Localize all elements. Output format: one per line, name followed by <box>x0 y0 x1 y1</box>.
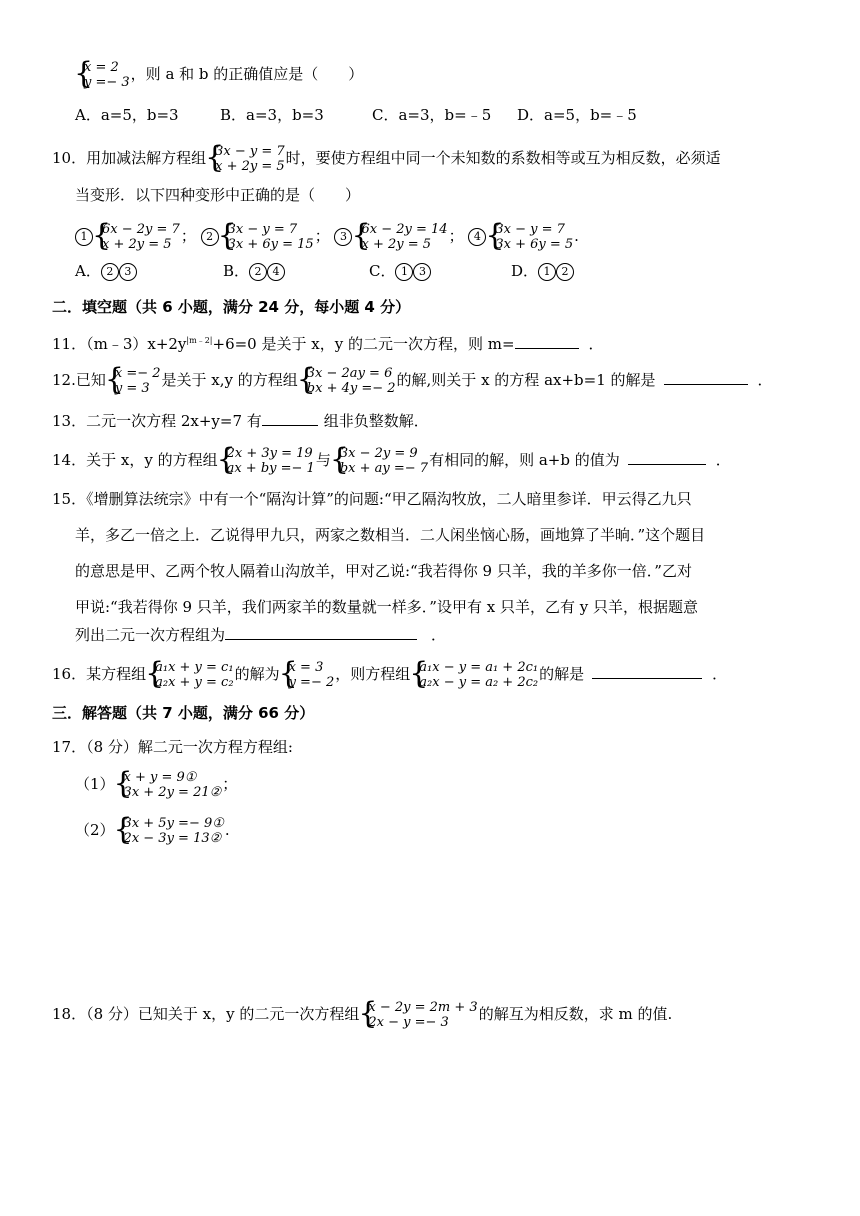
q10-choice-2-system: { 3x − y = 7 3x + 6y = 15 <box>220 222 314 252</box>
q9-option-c: C．a=3，b=﹣5 <box>372 106 492 124</box>
q10-option-d: D． 1 2 <box>511 260 574 282</box>
circled-number-icon: 2 <box>556 263 574 281</box>
q9-option-a: A．a=5，b=3 <box>75 106 179 124</box>
answer-blank[interactable] <box>515 334 579 349</box>
q10-post: 时，要使方程组中同一个未知数的系数相等或互为相反数，必须适 <box>285 149 721 167</box>
section-2-heading: 二．填空题（共 6 小题，满分 24 分，每小题 4 分） <box>52 298 411 316</box>
q15-line-2: 羊，多乙一倍之上．乙说得甲九只，两家之数相当．二人闲坐恼心肠，画地算了半晌．”这个题目 <box>75 526 706 544</box>
circled-number-icon: 4 <box>468 228 486 246</box>
q9-option-d: D．a=5，b=﹣5 <box>517 106 637 124</box>
q10-option-b: B． 2 4 <box>223 260 369 282</box>
q14: 14．关于 x，y 的方程组 { 2x + 3y = 19 ax + by =− 1 与 { 3x − 2y = 9 bx + ay =− 7 有相同的解，则 a+b 的值为 ． <box>52 446 731 476</box>
q14-number: 14． <box>52 451 87 469</box>
q13: 13．二元一次方程 2x+y=7 有 组非负整数解． <box>52 412 429 430</box>
q12-system-2: { 3x − 2ay = 6 bx + 4y =− 2 <box>299 366 396 396</box>
q10-line2: 当变形．以下四种变形中正确的是（ ） <box>75 186 361 204</box>
q10-choices: 1 { 6x − 2y = 7 x + 2y = 5 ； 2 { 3x − y = 7 3x + 6y = 15 ； 3 { 6x − 2y = 14 x + 2y = 5 ； 4 { 3x − y = 7 3x + 6y = 5 . <box>75 222 579 252</box>
circled-number-icon: 4 <box>267 263 285 281</box>
q15-line-3: 的意思是甲、乙两个牧人隔着山沟放羊，甲对乙说:“我若得你 9 只羊，我的羊多你一倍．”乙对 <box>75 562 692 580</box>
q16-system-3: { a₁x − y = a₁ + 2c₁ a₂x − y = a₂ + 2c₂ <box>411 660 538 690</box>
q9-system: { x = 2 y =− 3 <box>76 60 130 90</box>
q9-text: ，则 a 和 b 的正确值应是（ ） <box>130 65 364 83</box>
circled-number-icon: 3 <box>119 263 137 281</box>
q16-system-1: { a₁x + y = c₁ a₂x + y = c₂ <box>147 660 233 690</box>
circled-number-icon: 1 <box>75 228 93 246</box>
q17: 17．（8 分）解二元一次方程方程组: <box>52 738 293 756</box>
q10-pre: 用加减法解方程组 <box>86 149 207 167</box>
q18-number: 18． <box>52 1005 87 1023</box>
q10-options <box>75 260 574 282</box>
circled-number-icon: 2 <box>101 263 119 281</box>
q17-part-2: （2） { 3x + 5y =− 9① 2x − 3y = 13② . <box>75 816 230 846</box>
q18-system: { x − 2y = 2m + 3 2x − y =− 3 <box>360 1000 477 1030</box>
q10-choice-3-system: { 6x − 2y = 14 x + 2y = 5 <box>353 222 447 252</box>
q10-option-a: A． 2 3 <box>75 260 223 282</box>
q12: 12.已知 { x =− 2 y = 3 是关于 x,y 的方程组 { 3x − 2ay = 6 bx + 4y =− 2 的解,则关于 x 的方程 ax+b=1 的解是 ． <box>52 366 773 396</box>
q15-line-1: 15．《增删算法统宗》中有一个“隔沟计算”的问题:“甲乙隔沟牧放，二人暗里参详．甲云得乙九只 <box>52 490 692 508</box>
circled-number-icon: 1 <box>395 263 413 281</box>
q12-number: 12. <box>52 371 76 389</box>
q11-number: 11． <box>52 335 87 353</box>
q17-number: 17． <box>52 738 87 756</box>
answer-blank[interactable] <box>262 411 318 426</box>
q10-choice-1-system: { 6x − 2y = 7 x + 2y = 5 <box>94 222 180 252</box>
q18: 18．（8 分）已知关于 x，y 的二元一次方程组 { x − 2y = 2m + 3 2x − y =− 3 的解互为相反数，求 m 的值. <box>52 1000 672 1030</box>
q14-system-1: { 2x + 3y = 19 ax + by =− 1 <box>219 446 315 476</box>
q10-stem <box>52 144 721 174</box>
q10-system: { 3x − y = 7 x + 2y = 5 <box>207 144 285 174</box>
answer-blank[interactable] <box>225 625 417 640</box>
q14-system-2: { 3x − 2y = 9 bx + ay =− 7 <box>332 446 428 476</box>
answer-blank[interactable] <box>664 370 748 385</box>
q16: 16．某方程组 { a₁x + y = c₁ a₂x + y = c₂ 的解为 { x = 3 y =− 2 ，则方程组 { a₁x − y = a₁ + 2c₁ a₂x − y = a₂ + 2c₂ 的解是 ． <box>52 660 727 690</box>
circled-number-icon: 2 <box>249 263 267 281</box>
q12-system-1: { x =− 2 y = 3 <box>107 366 161 396</box>
q16-system-2: { x = 3 y =− 2 <box>281 660 335 690</box>
q15-line-4: 甲说:“我若得你 9 只羊，我们两家羊的数量就一样多．”设甲有 x 只羊，乙有 y 只羊，根据题意 <box>75 598 698 616</box>
section-3-heading: 三．解答题（共 7 小题，满分 66 分） <box>52 704 315 722</box>
circled-number-icon: 3 <box>334 228 352 246</box>
q13-number: 13． <box>52 412 87 430</box>
q15-number: 15． <box>52 490 87 508</box>
q17-part-2-system: { 3x + 5y =− 9① 2x − 3y = 13② <box>116 816 224 846</box>
q15-line-5: 列出二元一次方程组为 ． <box>75 626 447 644</box>
q9-options <box>75 104 637 126</box>
q10-option-c: C． 1 3 <box>369 260 511 282</box>
circled-number-icon: 1 <box>538 263 556 281</box>
answer-blank[interactable] <box>592 664 702 679</box>
q10-number: 10． <box>52 149 87 167</box>
answer-blank[interactable] <box>628 450 706 465</box>
q11: 11．$(m﹣3)x+2y^{|m﹣2|}+6=0$ 是关于 x，y 的二元一次方程，则 m= ． <box>52 335 604 353</box>
q17-part-1: （1） { x + y = 9① 3x + 2y = 21② ； <box>75 770 237 800</box>
circled-number-icon: 3 <box>413 263 431 281</box>
q17-part-1-system: { x + y = 9① 3x + 2y = 21② <box>116 770 222 800</box>
q16-number: 16． <box>52 665 87 683</box>
circled-number-icon: 2 <box>201 228 219 246</box>
q10-choice-4-system: { 3x − y = 7 3x + 6y = 5 <box>487 222 573 252</box>
q9-stem <box>75 60 363 90</box>
q9-option-b: B．a=3，b=3 <box>220 106 324 124</box>
